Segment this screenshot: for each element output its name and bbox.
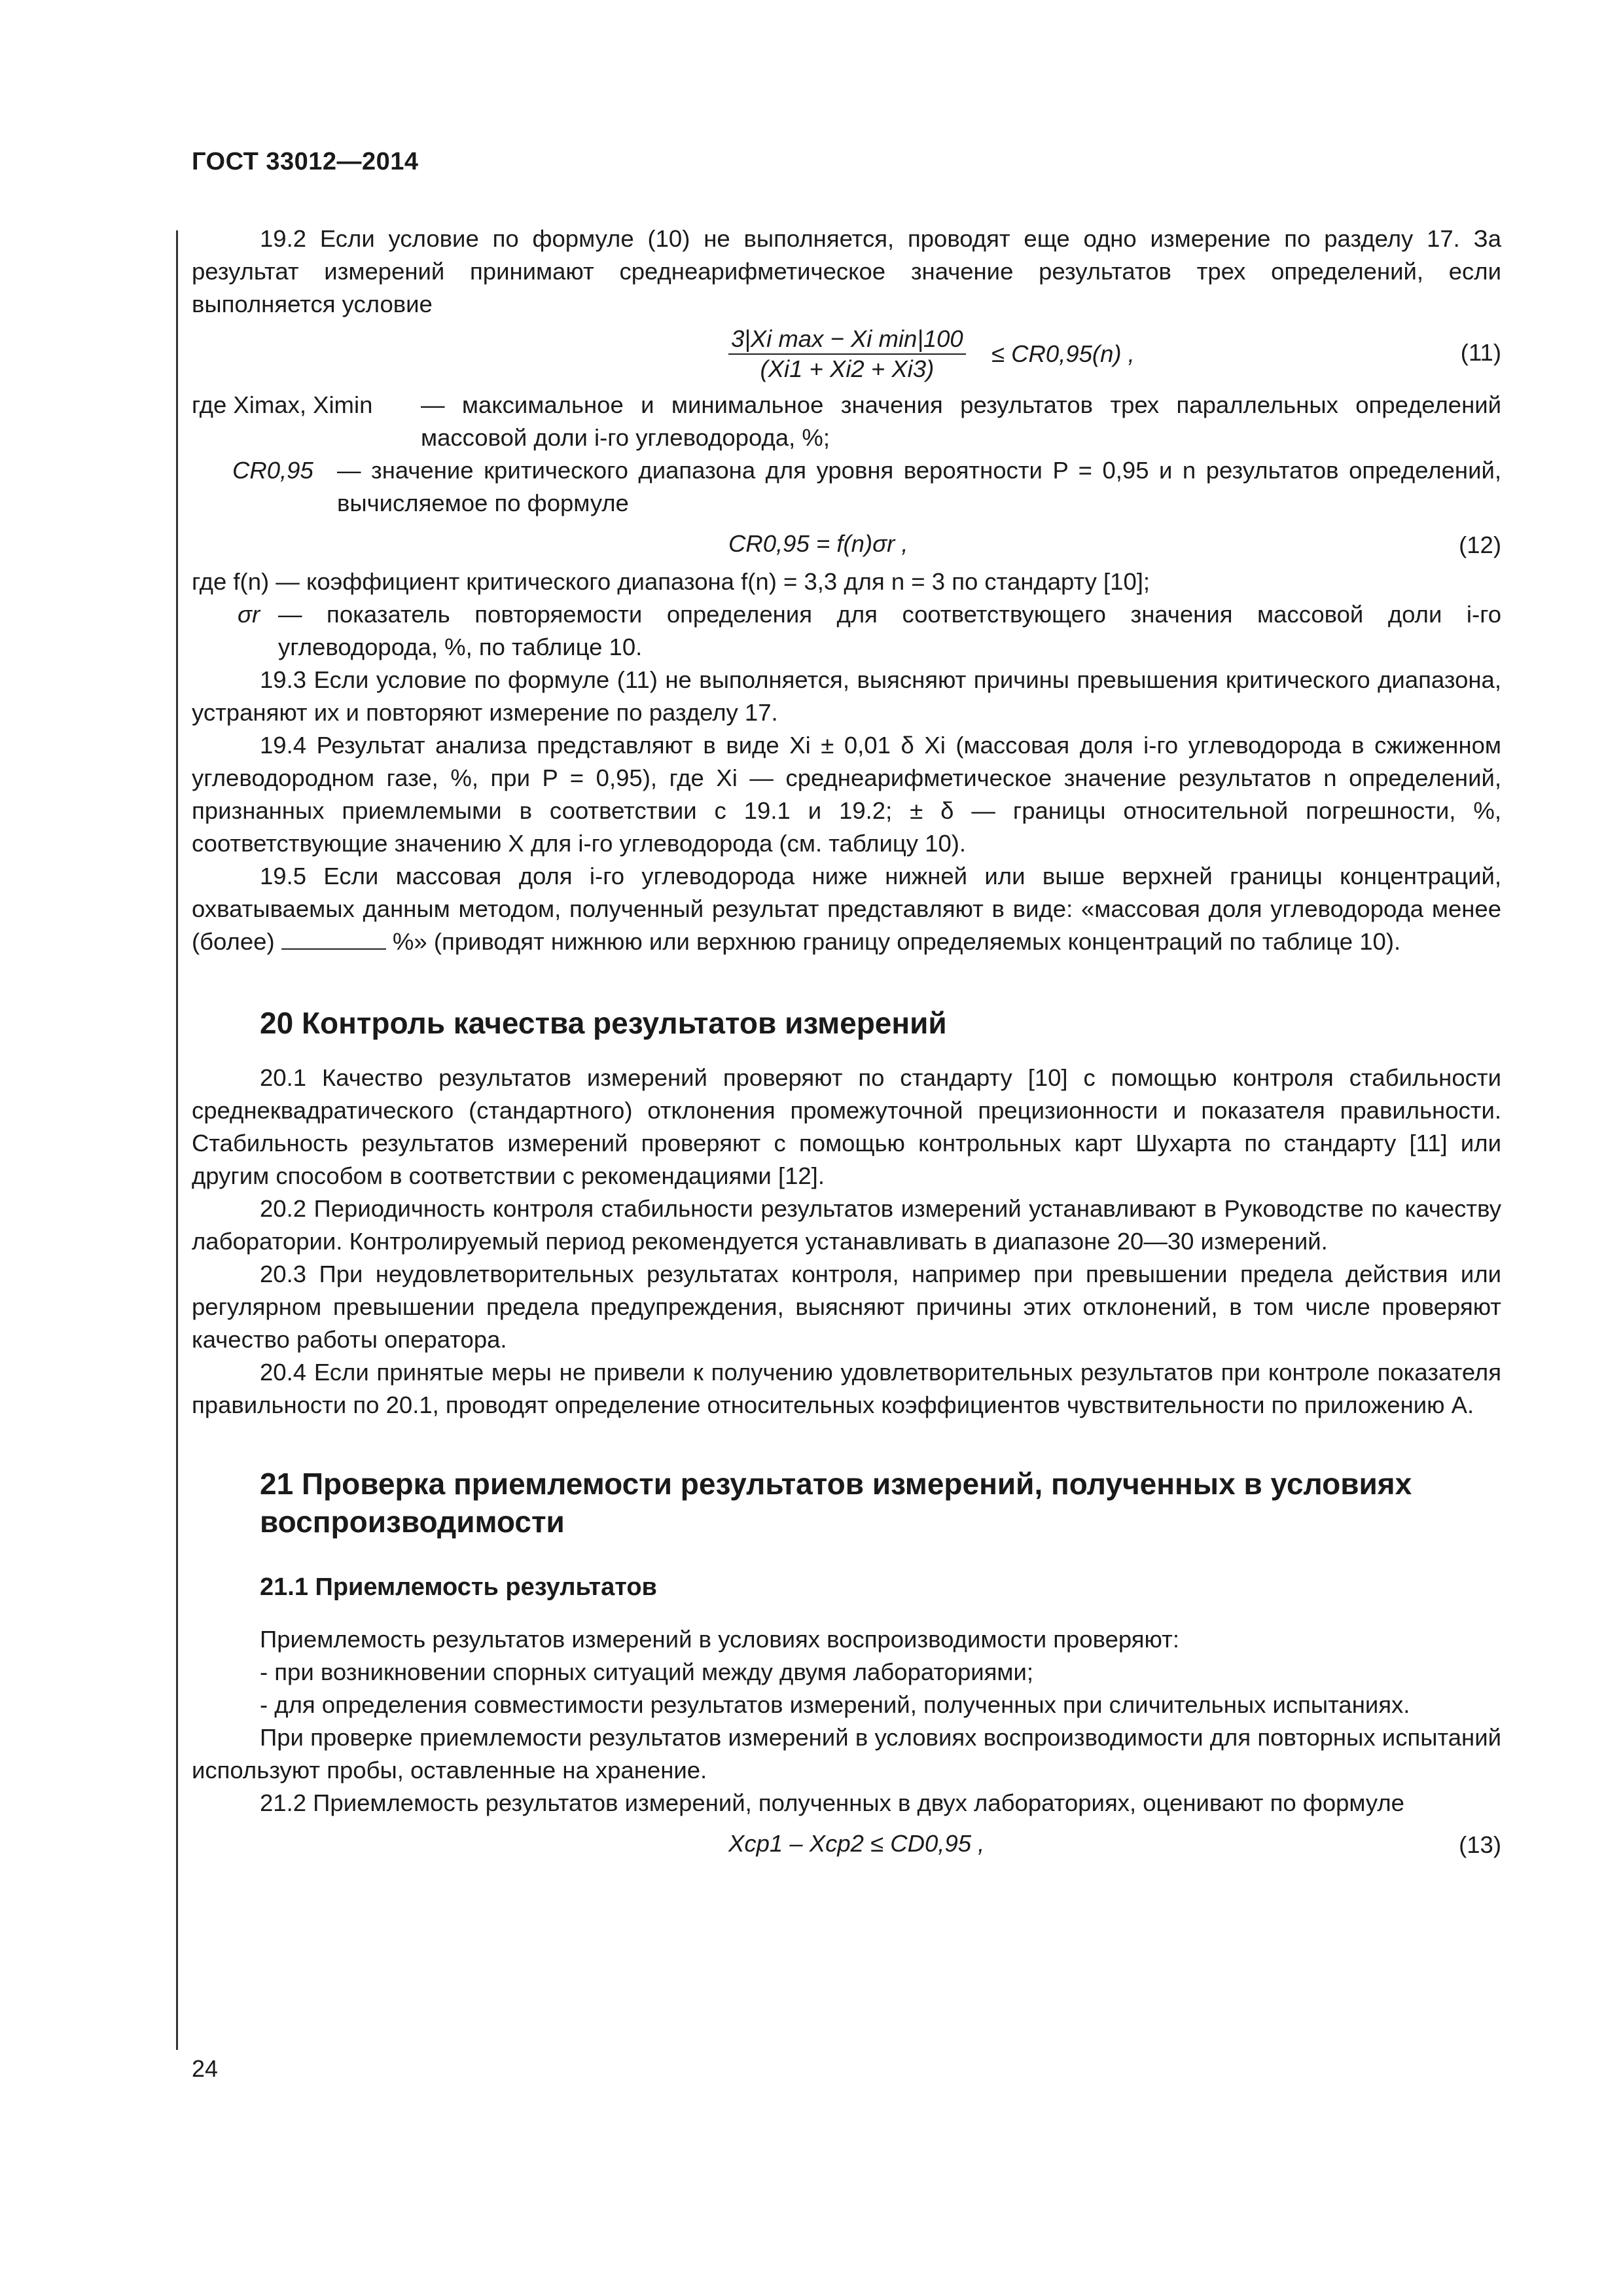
formula-13 [192,1820,1501,1865]
definition-item [192,454,1501,520]
paragraph-20-2: 20.2 Периодичность контроля стабильности результатов измерений устанавливают в Руководстве по качеству лаборатории. Контролируемый период рекомендуется устанавливать в диапазоне 20—30 измерений. [192,1195,1501,1255]
definition-f-n: где f(n) — коэффициент критического диапазона f(n) = 3,3 для n = 3 по стандарту [10]; [192,568,1150,595]
paragraph-20-4: 20.4 Если принятые меры не привели к получению удовлетворительных результатов при контроле показателя правильности по 20.1, проводят определение относительных коэффициентов чувствительности по приложению А. [192,1359,1501,1418]
fraction [728,325,966,384]
subsection-21-1-title: 21.1 Приемлемость результатов [260,1573,657,1601]
page-number: 24 [192,2055,219,2082]
definition-text: — значение критического диапазона для уровня вероятности P = 0,95 и n результатов определений, вычисляемое по формуле [337,457,1501,516]
definition-text: — показатель повторяемости определения для соответствующего значения массовой доли i-го углеводорода, %, по таблице 10. [278,601,1501,660]
definition-symbol: где Ximax, Ximin [192,391,373,418]
formula-number: (12) [1459,531,1501,558]
formula-number: (13) [1459,1831,1501,1858]
formula-12 [192,520,1501,565]
paragraph-19-3: 19.3 Если условие по формуле (11) не выполняется, выясняют причины превышения критического диапазона, устраняют их и повторяют измерение по разделу 17. [192,666,1501,726]
document-header: ГОСТ 33012—2014 [192,148,419,175]
formula-11 [192,321,1501,389]
paragraph-20-1: 20.1 Качество результатов измерений проверяют по стандарту [10] с помощью контроля стабильности среднеквадратического (стандартного) отклонения промежуточной прецизионности и показателя правильности. Стабильность результатов измерений проверяют с помощью контрольных карт Шухарта по стандарту [11] или другим способом в соответствии с рекомендациями [12]. [192,1064,1501,1189]
paragraph-19-5 [192,860,1501,958]
page-body [192,223,1501,1865]
definition-item [192,598,1501,664]
paragraph-21-1-intro: Приемлемость результатов измерений в условиях воспроизводимости проверяют: [260,1626,1179,1653]
fraction-numerator: 3|Xi max − Xi min|100 [728,325,966,355]
definitions-block [192,389,1501,520]
change-bar [176,230,178,2050]
definition-symbol: CR0,95 [232,457,313,484]
paragraph-21-1-storage: При проверке приемлемости результатов измерений в условиях воспроизводимости для повторных испытаний используют пробы, оставленные на хранение. [192,1724,1501,1784]
formula-number: (11) [1460,339,1501,366]
fraction-denominator: (Xi1 + Xi2 + Xi3) [760,355,935,382]
definition-text: — максимальное и минимальное значения результатов трех параллельных определений массовой доли i-го углеводорода, %; [421,391,1501,451]
paragraph-19-2: 19.2 Если условие по формуле (10) не выполняется, проводят еще одно измерение по разделу 17. За результат измерений принимают среднеарифметическое значение результатов трех определений, если выполняется условие [192,225,1501,317]
paragraph-19-5-part-a: 19.5 Если массовая доля i-го углеводорода ниже нижней или выше верхней границы концентраций, охватываемых данным методом, полученный результат представляют в виде: «массовая доля углеводорода менее (более) [192,863,1501,955]
formula-body: Xср1 – Xср2 ≤ CD0,95 , [728,1830,985,1857]
list-item: - для определения совместимости результатов измерений, полученных при сличительных испытаниях. [260,1691,1410,1718]
formula-body: CR0,95 = f(n)σr , [728,530,908,557]
paragraph-20-3: 20.3 При неудовлетворительных результатах контроля, например при превышении предела действия или регулярном превышении предела предупреждения, выясняют причины этих отклонений, в том числе проверяют качество работы оператора. [192,1261,1501,1353]
section-20-title: 20 Контроль качества результатов измерений [260,1006,947,1040]
formula-rhs: ≤ CR0,95(n) , [991,340,1135,367]
blank-line [281,926,386,950]
paragraph-21-2: 21.2 Приемлемость результатов измерений, полученных в двух лабораториях, оценивают по формуле [260,1789,1404,1816]
definition-symbol: σr [238,601,260,628]
section-21-title: 21 Проверка приемлемости результатов измерений, полученных в условиях воспроизводимости [260,1467,1412,1539]
list-item: - при возникновении спорных ситуаций между двумя лабораториями; [260,1659,1034,1685]
paragraph-19-5-part-b: %» (приводят нижнюю или верхнюю границу определяемых концентраций по таблице 10). [392,928,1401,955]
paragraph-19-4: 19.4 Результат анализа представляют в виде Xi ± 0,01 δ Xi (массовая доля i-го углеводорода в сжиженном углеводородном газе, %, при P = 0,95), где Xi — среднеарифметическое значение результатов n определений, признанных приемлемыми в соответствии с 19.1 и 19.2; ± δ — границы относительной погрешности, %, соответствующие значению X для i-го углеводорода (см. таблицу 10). [192,732,1501,857]
definition-item [192,389,1501,454]
